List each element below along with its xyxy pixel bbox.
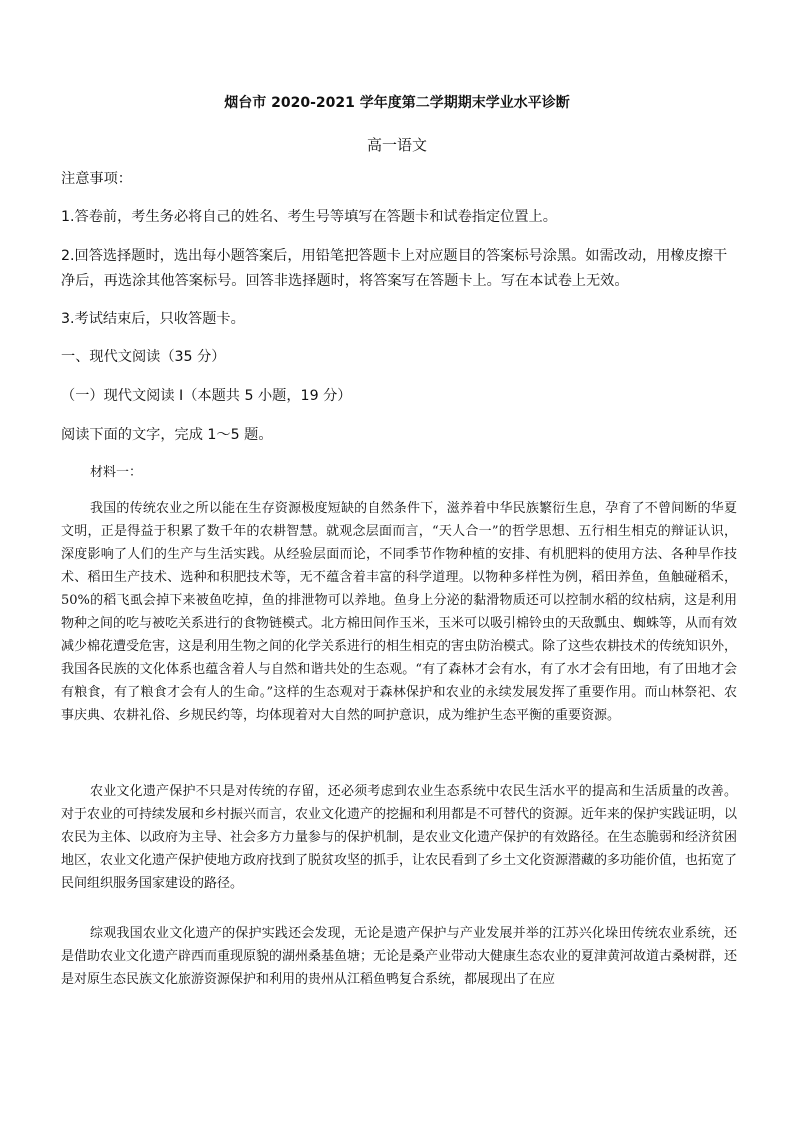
material-label: 材料一： — [90, 465, 143, 480]
material-body-1 — [61, 497, 737, 727]
reading-instruction: 阅读下面的文字，完成 1～5 题。 — [61, 427, 273, 443]
material-paragraph-2: 农业文化遗产保护不只是对传统的存留，还必须考虑到农业生态系统中农民生活水平的提高和生活质量的改善。对于农业的可持续发展和乡村振兴而言，农业文化遗产的挖掘和利用都是不可替代的资源。近年来的保护实践证明，以农民为主体、以政府为主导、社会多方力量参与的保护机制，是农业文化遗产保护的有效路径。在生态脆弱和经济贫困地区，农业文化遗产保护使地方政府找到了脱贫攻坚的抓手，让农民看到了乡土文化资源潜藏的多功能价值，也拓宽了民间组织服务国家建设的路径。 — [61, 784, 738, 891]
material-paragraph-3: 综观我国农业文化遗产的保护实践还会发现，无论是遗产保护与产业发展并举的江苏兴化垛田传统农业系统，还是借助农业文化遗产辟西而重现原貌的湖州桑基鱼塘；无论是桑产业带动大健康生态农业的夏津黄河故道古桑树群，还是对原生态民族文化旅游资源保护和利用的贵州从江稻鱼鸭复合系统，都展现出了在应 — [61, 926, 738, 987]
note-item-3: 3.考试结束后，只收答题卡。 — [61, 311, 245, 327]
note-item-1: 1.答卷前，考生务必将自己的姓名、考生号等填写在答题卡和试卷指定位置上。 — [61, 209, 557, 225]
notes-heading: 注意事项： — [61, 171, 132, 187]
subject-title: 高一语文 — [366, 136, 427, 154]
material-body-3 — [61, 922, 737, 991]
exam-title: 烟台市 2020-2021 学年度第二学期期末学业水平诊断 — [224, 95, 570, 111]
material-paragraph-1: 我国的传统农业之所以能在生存资源极度短缺的自然条件下，滋养着中华民族繁衍生息，孕育了不曾间断的华夏文明，正是得益于积累了数千年的农耕智慧。就观念层面而言，“天人合一”的哲学思想、五行相生相克的辩证认识，深度影响了人们的生产与生活实践。从经验层面而论，不同季节作物种植的安排、有机肥料的使用方法、各种旱作技术、稻田生产技术、选种和积肥技术等，无不蕴含着丰富的科学道理。以物种多样性为例，稻田养鱼，鱼触碰稻禾，50%的稻飞虱会掉下来被鱼吃掉，鱼的排泄物可以养地。鱼身上分泌的黏滑物质还可以控制水稻的纹枯病，这是利用物种之间的吃与被吃关系进行的食物链模式。北方棉田间作玉米，玉米可以吸引棉铃虫的天敌瓢虫、蜘蛛等，从而有效减少棉花遭受危害，这是利用生物之间的化学关系进行的相生相克的害虫防治模式。除了这些农耕技术的传统知识外，我国各民族的文化体系也蕴含着人与自然和谐共处的生态观。“有了森林才会有水，有了水才会有田地，有了田地才会有粮食，有了粮食才会有人的生命。”这样的生态观对于森林保护和农业的永续发展发挥了重要作用。而山林祭祀、农事庆典、农耕礼俗、乡规民约等，均体现着对大自然的呵护意识，成为维护生态平衡的重要资源。 — [61, 501, 738, 723]
note-item-2-line-1: 2.回答选择题时，选出每小题答案后，用铅笔把答题卡上对应题目的答案标号涂黑。如需改动，用橡皮擦干 — [61, 248, 728, 264]
sub-section-heading: （一）现代文阅读 I（本题共 5 小题，19 分） — [61, 388, 352, 404]
section-heading: 一、现代文阅读（35 分） — [61, 349, 226, 365]
material-body-2 — [61, 780, 737, 895]
note-item-2-line-2: 净后，再选涂其他答案标号。回答非选择题时，将答案写在答题卡上。写在本试卷上无效。 — [61, 273, 629, 289]
